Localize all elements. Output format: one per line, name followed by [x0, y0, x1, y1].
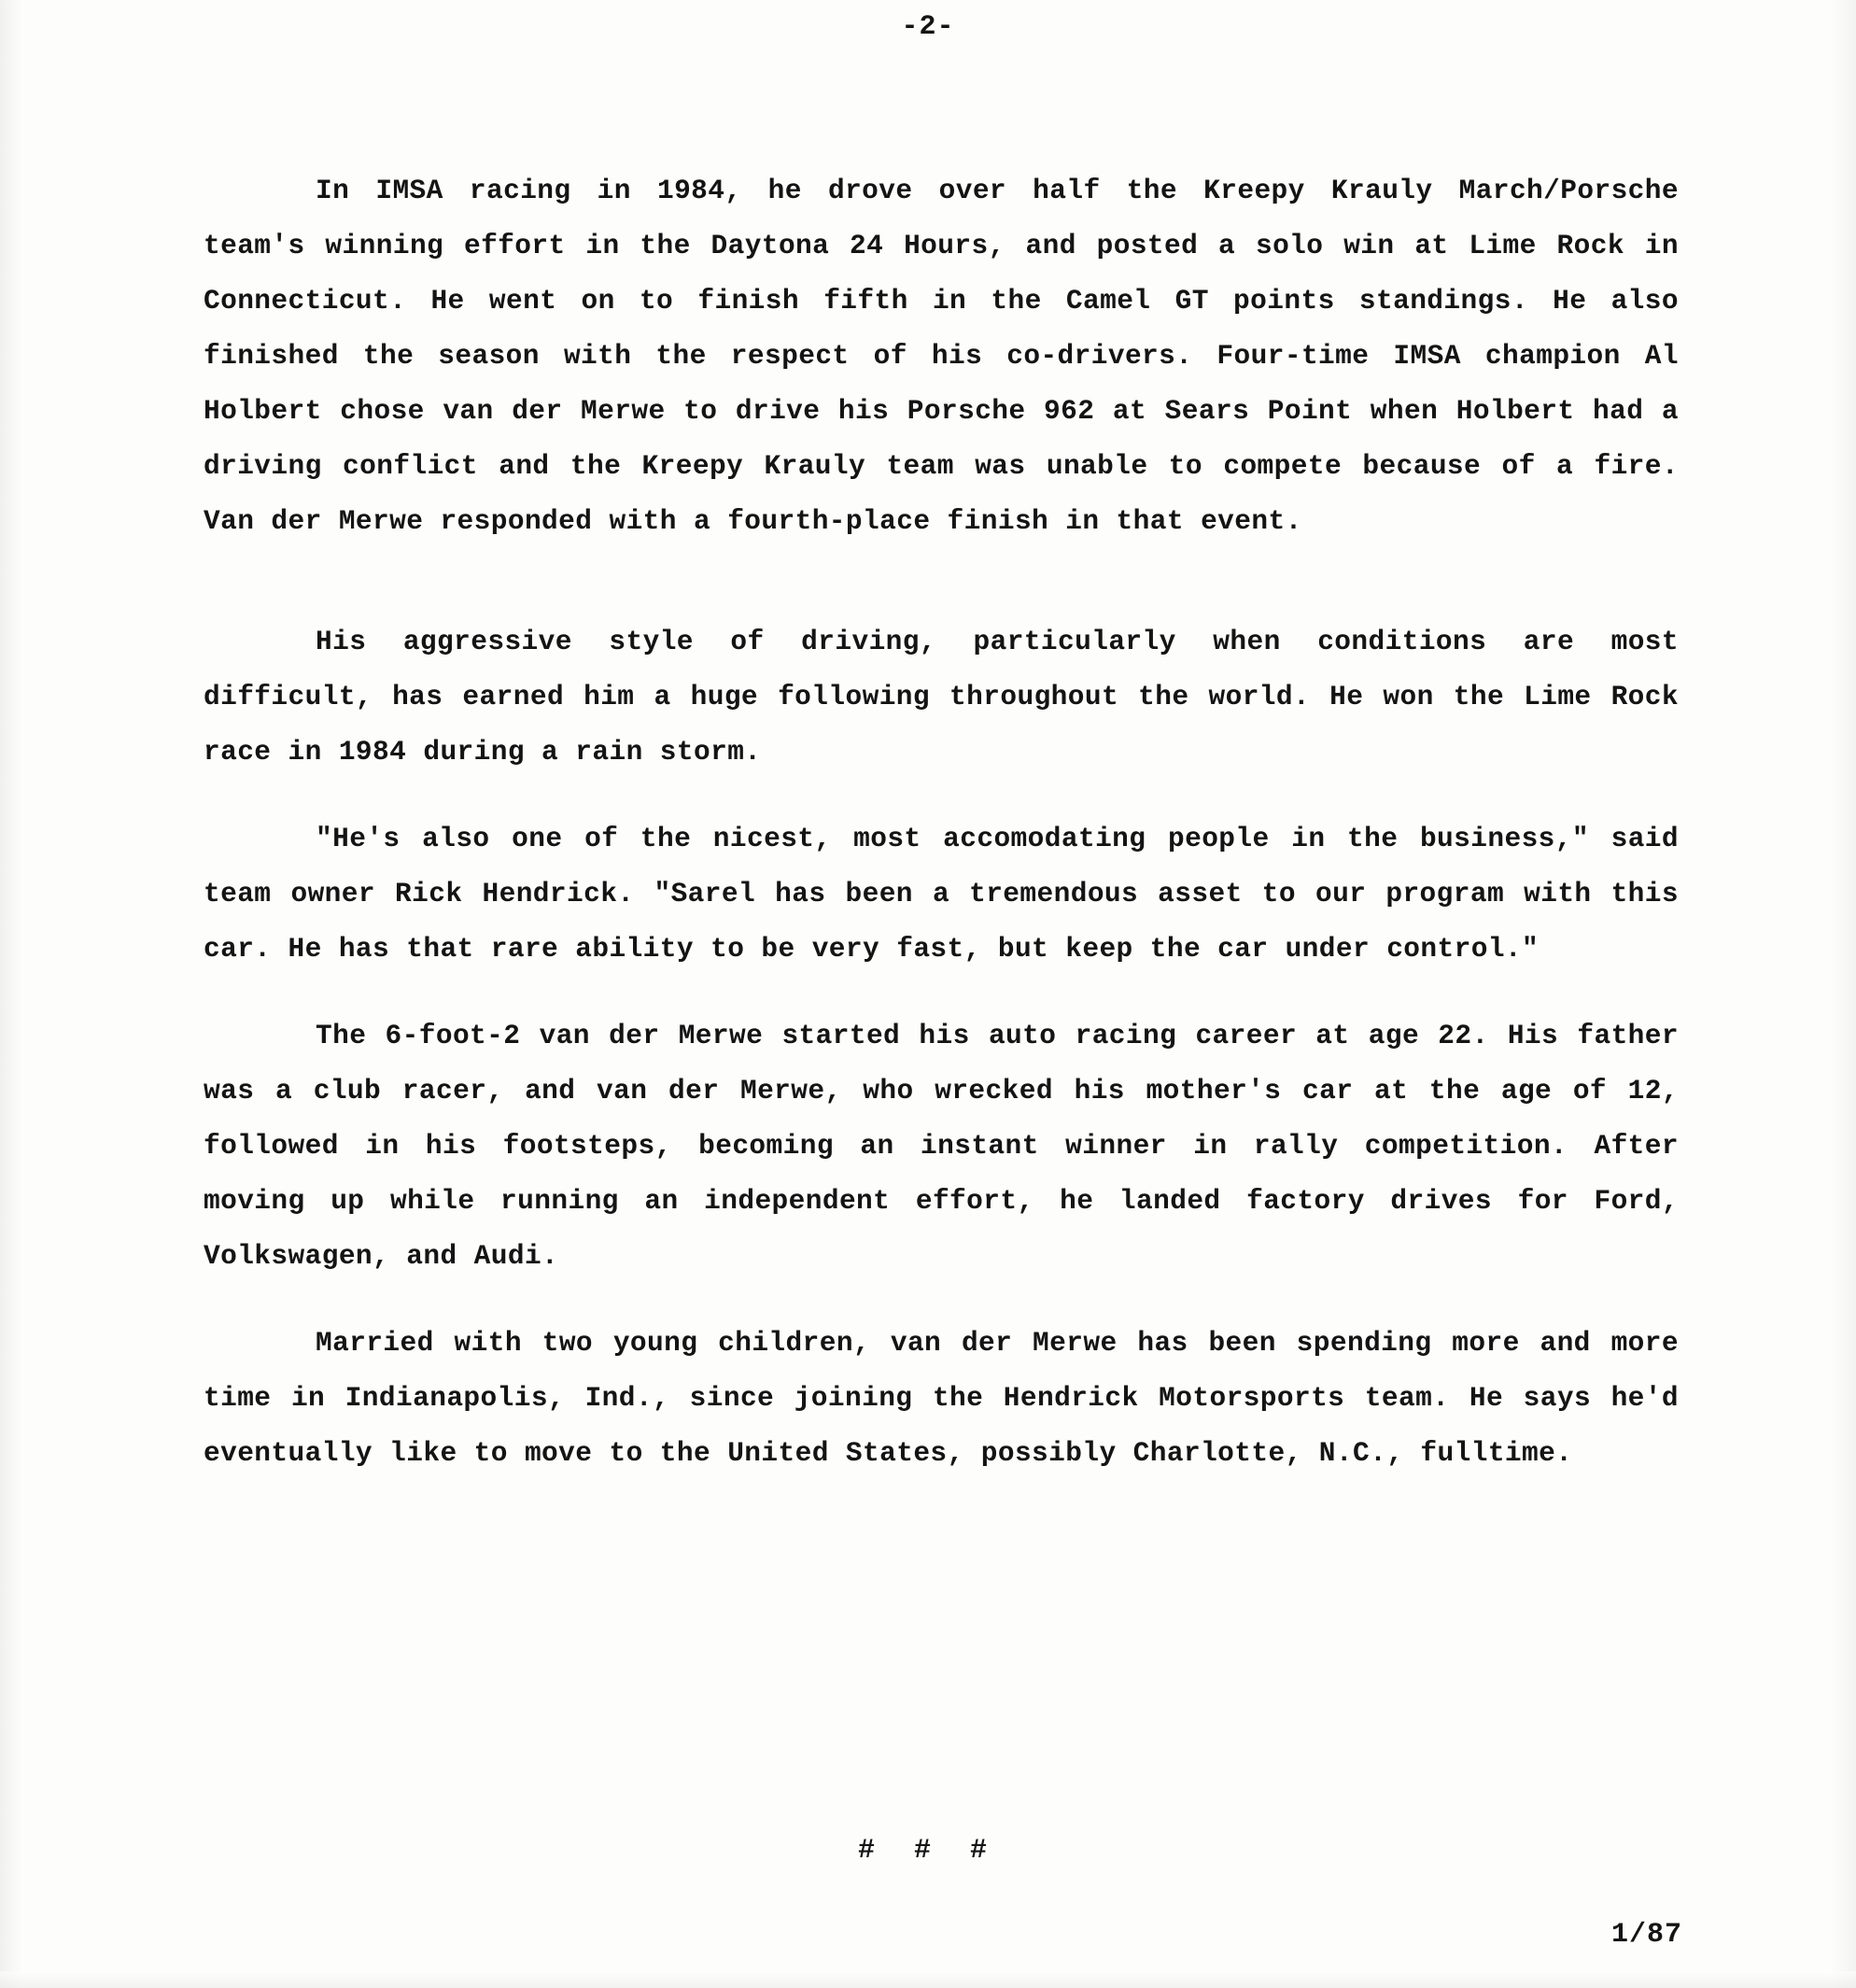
document-body	[204, 163, 1679, 1513]
end-mark: # # #	[857, 1835, 998, 1867]
scan-edge-right	[1828, 0, 1856, 1988]
paragraph-3: "He's also one of the nicest, most accomodating people in the business," said team owner Rick Hendrick. "Sarel has been a tremendous asset to our program with this car. He has that rare ability to be very fast, but keep the car under control."	[204, 823, 1679, 965]
footer-date: 1/87	[1610, 1919, 1682, 1951]
paragraph-1: In IMSA racing in 1984, he drove over half the Kreepy Krauly March/Porsche team's winning effort in the Daytona 24 Hours, and posted a solo win at Lime Rock in Connecticut. He went on to finish fifth in the Camel GT points standings. He also finished the season with the respect of his co-drivers. Four-time IMSA champion Al Holbert chose van der Merwe to drive his Porsche 962 at Sears Point when Holbert had a driving conflict and the Kreepy Krauly team was unable to compete because of a fire. Van der Merwe responded with a fourth-place finish in that event.	[204, 175, 1679, 537]
scan-edge-bottom	[0, 1971, 1856, 1988]
page-number: -2-	[901, 11, 955, 43]
paragraph-4: The 6-foot-2 van der Merwe started his auto racing career at age 22. His father was a club racer, and van der Merwe, who wrecked his mother's car at the age of 12, followed in his footsteps, becoming an instant winner in rally competition. After moving up while running an independent effort, he landed factory drives for Ford, Volkswagen, and Audi.	[204, 1020, 1679, 1272]
paragraph-2: His aggressive style of driving, particularly when conditions are most difficult, has earned him a huge following throughout the world. He won the Lime Rock race in 1984 during a rain storm.	[204, 626, 1679, 768]
paragraph-5: Married with two young children, van der Merwe has been spending more and more time in Indianapolis, Ind., since joining the Hendrick Motorsports team. He says he'd eventually like to move to the United States, possibly Charlotte, N.C., fulltime.	[204, 1327, 1679, 1469]
scan-edge-left	[0, 0, 24, 1988]
